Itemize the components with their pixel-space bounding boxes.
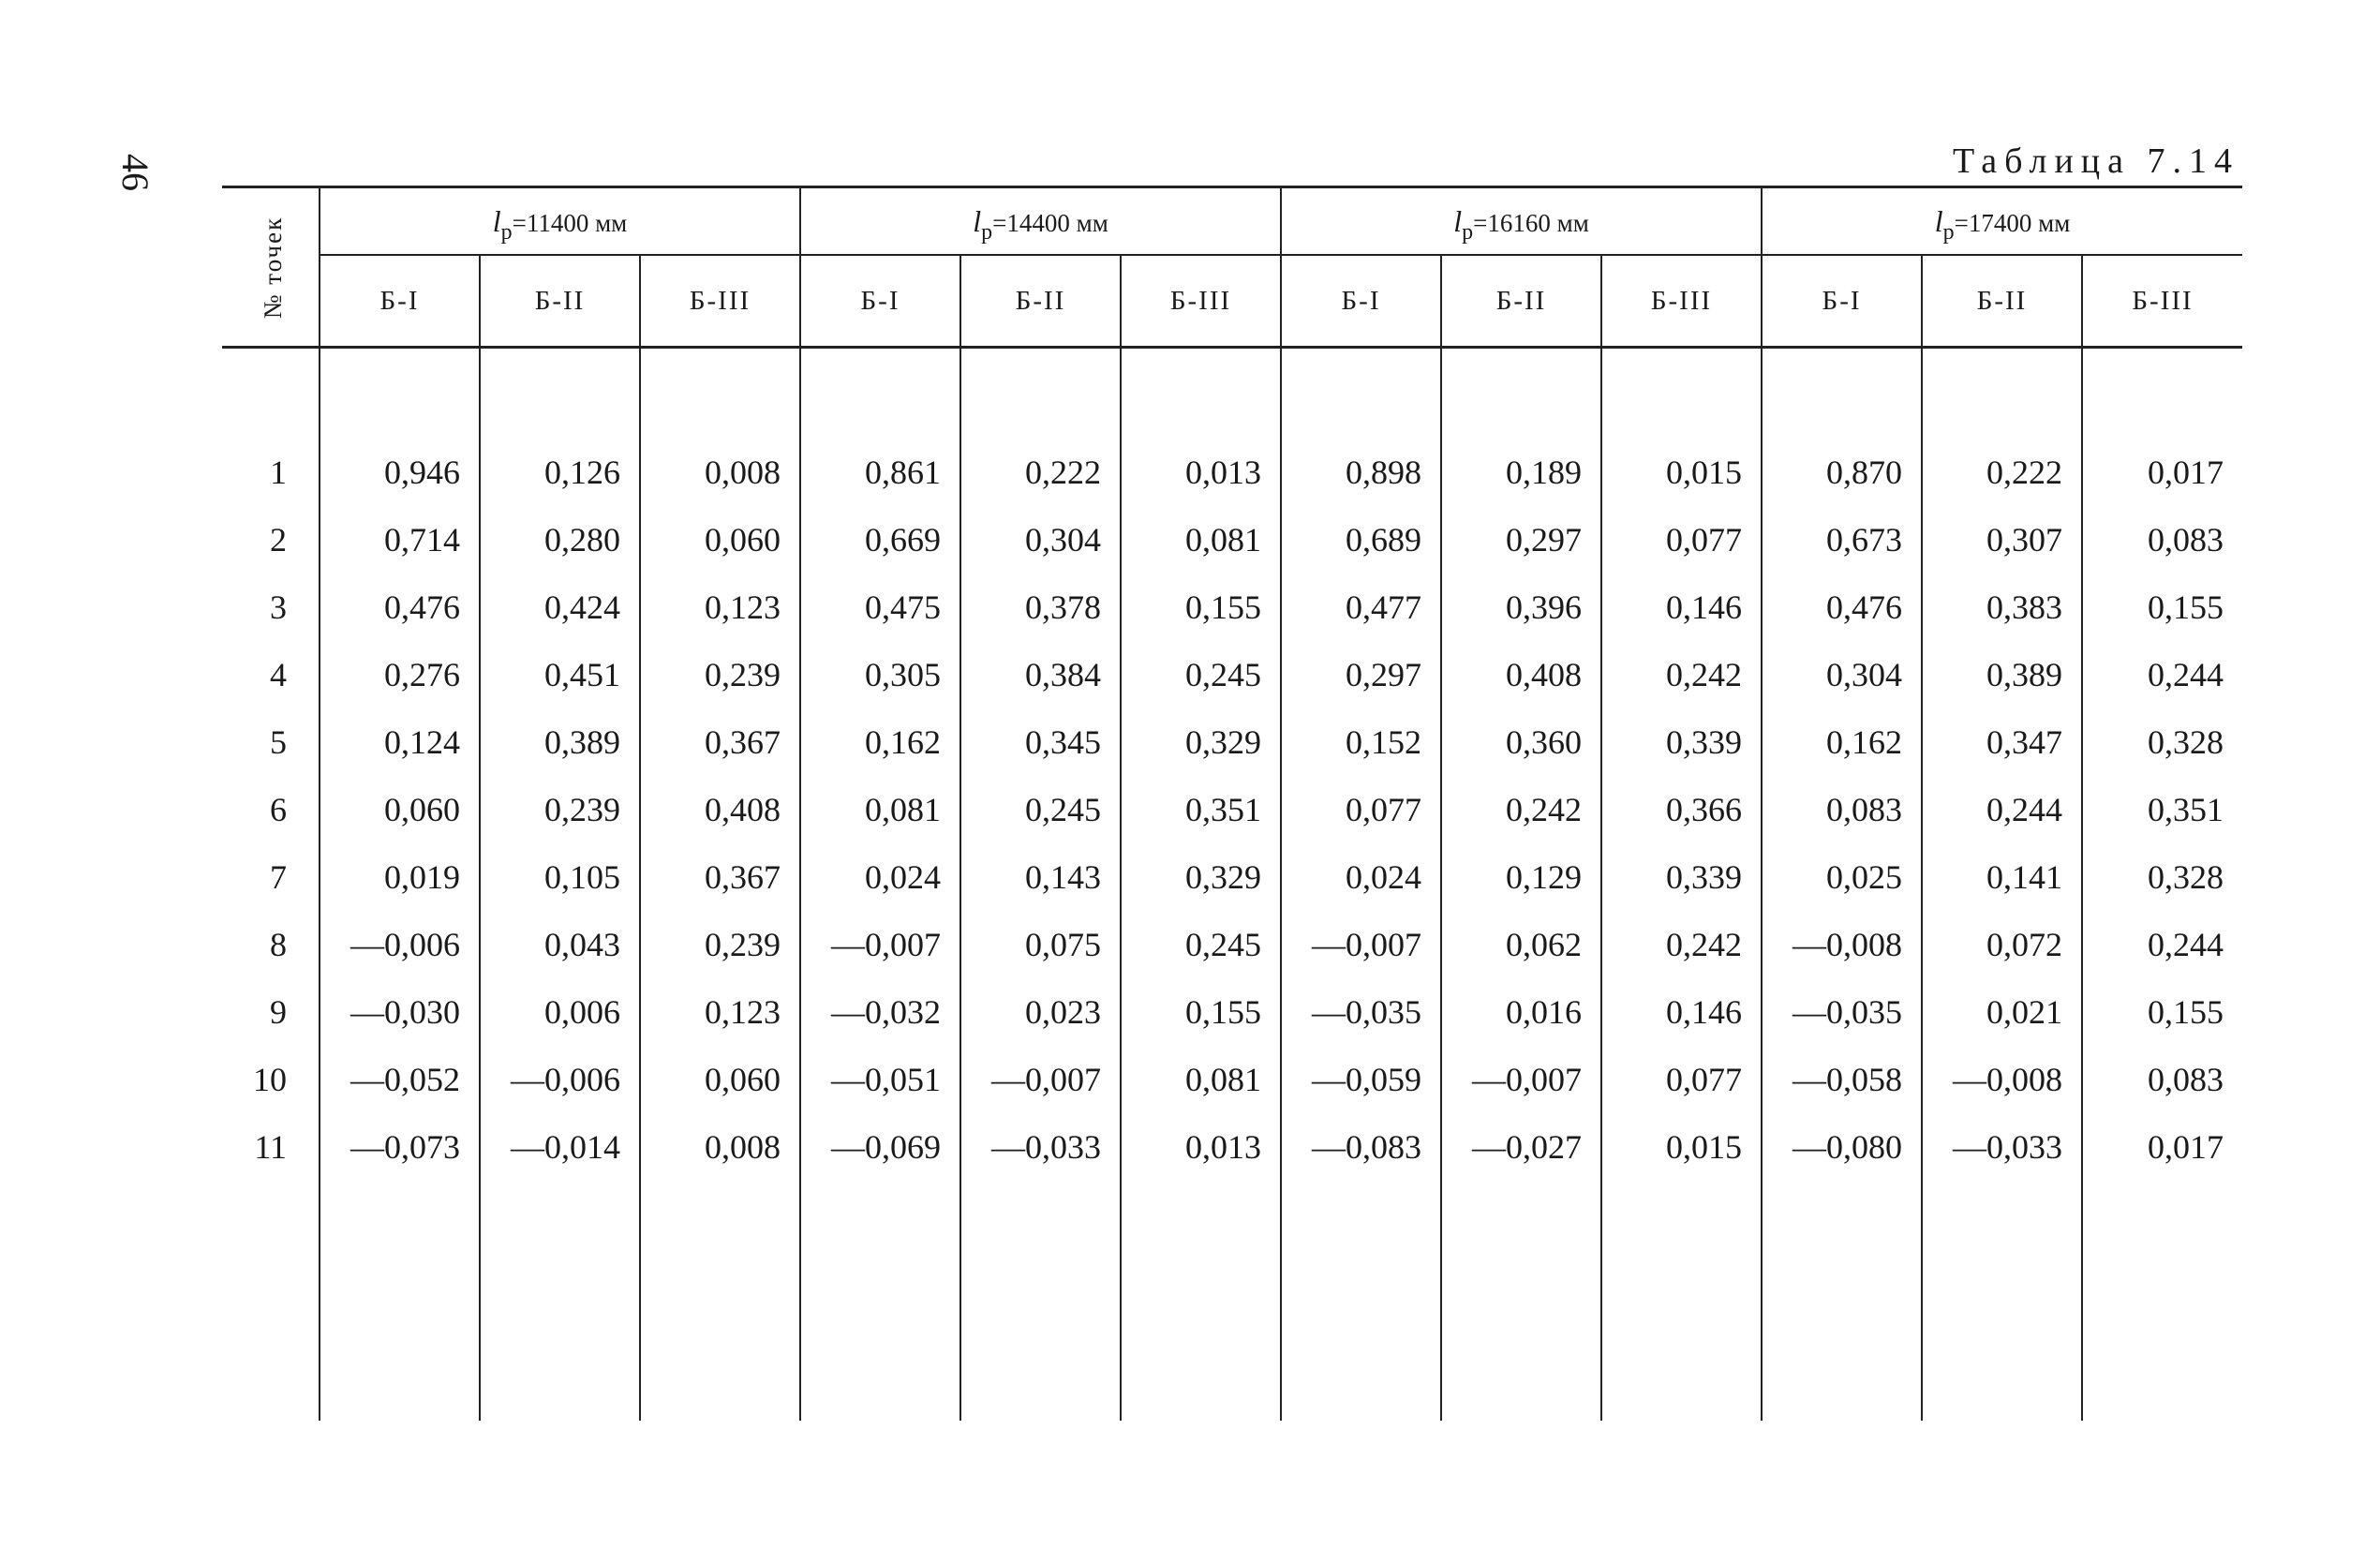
table-cell: 0,898 [1281, 439, 1441, 506]
table-cell: 0,366 [1601, 776, 1762, 843]
group-label: =17400 мм [1954, 208, 2071, 237]
table-cell: 0,016 [1441, 978, 1601, 1046]
table-cell: 0,025 [1762, 843, 1922, 911]
point-number: 4 [222, 641, 320, 708]
table-row [222, 1046, 2242, 1113]
table-cell: 0,297 [1441, 506, 1601, 573]
table-cell: 0,384 [960, 641, 1121, 708]
table-cell: —0,007 [960, 1046, 1121, 1113]
table-cell: 0,060 [640, 506, 800, 573]
table-cell: 0,946 [320, 439, 480, 506]
table-cell: 0,244 [2148, 656, 2224, 693]
table-cell: 0,360 [1441, 708, 1601, 776]
table-cell: 0,408 [640, 776, 800, 843]
table-cell: 0,673 [1762, 506, 1922, 573]
table-cell: —0,033 [1922, 1113, 2082, 1181]
table-cell: 0,307 [1922, 506, 2082, 573]
table-cell: 0,155 [2148, 993, 2224, 1031]
table-row [222, 776, 2242, 843]
table-row [222, 978, 2242, 1046]
lp-symbol: l [1934, 203, 1943, 238]
column-header: Б-I [800, 255, 960, 348]
point-number: 10 [222, 1046, 320, 1113]
table-cell: 0,475 [800, 573, 960, 641]
table-cell: 0,242 [1441, 776, 1601, 843]
point-number-header-label: № точек [259, 216, 288, 319]
table-cell: —0,035 [1281, 978, 1441, 1046]
table-cell: 0,162 [1762, 708, 1922, 776]
table-cell: —0,006 [320, 911, 480, 978]
table-cell: 0,861 [800, 439, 960, 506]
table-cell: 0,239 [640, 911, 800, 978]
table-cell: 0,389 [1922, 641, 2082, 708]
point-number: 1 [222, 439, 320, 506]
group-header-row [222, 187, 2242, 256]
point-number-header [222, 187, 320, 348]
table-cell: 0,245 [1121, 911, 1281, 978]
table-cell: 0,152 [1281, 708, 1441, 776]
table-cell: 0,339 [1601, 843, 1762, 911]
table-cell: 0,396 [1441, 573, 1601, 641]
table-cell: 0,024 [1281, 843, 1441, 911]
table-cell: 0,276 [320, 641, 480, 708]
table-cell: 0,689 [1281, 506, 1441, 573]
table-cell: 0,408 [1441, 641, 1601, 708]
table-cell: 0,155 [1121, 573, 1281, 641]
table-cell: 0,060 [640, 1046, 800, 1113]
point-number: 7 [222, 843, 320, 911]
table-cell: 0,083 [2148, 521, 2224, 559]
table-cell: 0,081 [1121, 506, 1281, 573]
table-cell: 0,013 [1121, 1113, 1281, 1181]
data-table [222, 186, 2242, 1421]
lp-symbol: l [492, 203, 501, 238]
table-row [222, 843, 2242, 911]
table-cell: 0,077 [1601, 1046, 1762, 1113]
table-cell: —0,007 [1441, 1046, 1601, 1113]
lp-subscript: р [1942, 219, 1955, 245]
table-cell: 0,017 [2148, 454, 2224, 491]
table-cell: 0,329 [1121, 708, 1281, 776]
table-cell: 0,043 [480, 911, 640, 978]
table-cell: 0,021 [1922, 978, 2082, 1046]
table-row [222, 911, 2242, 978]
column-header: Б-I [1762, 255, 1922, 348]
table-cell: 0,870 [1762, 439, 1922, 506]
table-cell: 0,019 [320, 843, 480, 911]
table-cell: 0,146 [1601, 573, 1762, 641]
table-cell: 0,222 [1922, 439, 2082, 506]
table-cell: 0,060 [320, 776, 480, 843]
table-cell: 0,143 [960, 843, 1121, 911]
lp-subscript: р [1462, 219, 1474, 245]
table-cell: 0,006 [480, 978, 640, 1046]
table-cell: 0,345 [960, 708, 1121, 776]
group-header-4 [1762, 187, 2242, 256]
table-cell: 0,129 [1441, 843, 1601, 911]
table-cell: 0,126 [480, 439, 640, 506]
table-body [222, 348, 2242, 1422]
column-header: Б-III [1121, 255, 1281, 348]
table-cell: 0,351 [2148, 791, 2224, 828]
table-cell: 0,123 [640, 573, 800, 641]
table-cell: 0,015 [1601, 1113, 1762, 1181]
lp-symbol: l [1453, 203, 1463, 238]
table-cell: 0,339 [1601, 708, 1762, 776]
table-cell: 0,083 [1762, 776, 1922, 843]
table-cell: 0,239 [640, 641, 800, 708]
column-header: Б-III [2082, 255, 2242, 348]
point-number: 2 [222, 506, 320, 573]
table-cell: 0,477 [1281, 573, 1441, 641]
column-header: Б-II [1922, 255, 2082, 348]
table-cell: 0,714 [320, 506, 480, 573]
table-cell: 0,077 [1281, 776, 1441, 843]
table-cell: 0,476 [1762, 573, 1922, 641]
table-cell: —0,058 [1762, 1046, 1922, 1113]
group-header-3 [1281, 187, 1762, 256]
table-cell: 0,244 [1922, 776, 2082, 843]
table-cell: 0,328 [2148, 723, 2224, 761]
table-cell: 0,351 [1121, 776, 1281, 843]
column-header: Б-II [1441, 255, 1601, 348]
point-number: 8 [222, 911, 320, 978]
table-cell: 0,023 [960, 978, 1121, 1046]
table-cell: —0,052 [320, 1046, 480, 1113]
point-number: 6 [222, 776, 320, 843]
table-cell: 0,245 [1121, 641, 1281, 708]
table-cell: 0,081 [800, 776, 960, 843]
table-container [222, 186, 2224, 1413]
table-cell: 0,124 [320, 708, 480, 776]
table-cell: —0,051 [800, 1046, 960, 1113]
table-cell: —0,014 [480, 1113, 640, 1181]
table-cell: 0,305 [800, 641, 960, 708]
table-cell: 0,155 [1121, 978, 1281, 1046]
point-number: 3 [222, 573, 320, 641]
table-cell: 0,242 [1601, 911, 1762, 978]
table-cell: —0,007 [1281, 911, 1441, 978]
table-cell: —0,059 [1281, 1046, 1441, 1113]
table-cell: —0,006 [480, 1046, 640, 1113]
table-row [222, 641, 2242, 708]
table-cell: —0,032 [800, 978, 960, 1046]
column-header: Б-II [960, 255, 1121, 348]
table-row [222, 506, 2242, 573]
point-number: 9 [222, 978, 320, 1046]
point-number: 5 [222, 708, 320, 776]
table-cell: 0,304 [1762, 641, 1922, 708]
page-number: 46 [114, 154, 156, 191]
table-row [222, 573, 2242, 641]
table-cell: 0,162 [800, 708, 960, 776]
table-cell: 0,378 [960, 573, 1121, 641]
table-cell: 0,146 [1601, 978, 1762, 1046]
table-cell: —0,080 [1762, 1113, 1922, 1181]
table-row [222, 439, 2242, 506]
table-cell: 0,669 [800, 506, 960, 573]
table-cell: —0,008 [1922, 1046, 2082, 1113]
group-label: =14400 мм [992, 208, 1108, 237]
table-cell: —0,035 [1762, 978, 1922, 1046]
table-cell: 0,123 [640, 978, 800, 1046]
lp-subscript: р [500, 219, 513, 245]
table-cell: 0,383 [1922, 573, 2082, 641]
table-cell: 0,297 [1281, 641, 1441, 708]
column-header: Б-I [320, 255, 480, 348]
table-cell: 0,328 [2148, 858, 2224, 896]
table-cell: 0,062 [1441, 911, 1601, 978]
table-cell: 0,222 [960, 439, 1121, 506]
table-cell: 0,424 [480, 573, 640, 641]
table-cell: 0,075 [960, 911, 1121, 978]
column-header: Б-I [1281, 255, 1441, 348]
table-cell: 0,304 [960, 506, 1121, 573]
table-cell: 0,024 [800, 843, 960, 911]
table-cell: —0,069 [800, 1113, 960, 1181]
table-cell: 0,245 [960, 776, 1121, 843]
table-cell: 0,105 [480, 843, 640, 911]
table-cell: 0,008 [640, 439, 800, 506]
table-cell: 0,329 [1121, 843, 1281, 911]
table-cell: 0,015 [1601, 439, 1762, 506]
table-cell: 0,242 [1601, 641, 1762, 708]
column-header: Б-III [640, 255, 800, 348]
table-cell: 0,367 [640, 708, 800, 776]
group-label: =11400 мм [512, 208, 628, 237]
table-row [222, 1113, 2242, 1181]
group-label: =16160 мм [1473, 208, 1589, 237]
table-cell: —0,007 [800, 911, 960, 978]
column-header: Б-III [1601, 255, 1762, 348]
table-cell: 0,072 [1922, 911, 2082, 978]
point-number: 11 [222, 1113, 320, 1181]
table-cell: 0,083 [2148, 1061, 2224, 1098]
table-cell: —0,027 [1441, 1113, 1601, 1181]
table-cell: 0,008 [640, 1113, 800, 1181]
table-cell: 0,141 [1922, 843, 2082, 911]
table-cell: 0,081 [1121, 1046, 1281, 1113]
table-cell: 0,367 [640, 843, 800, 911]
table-cell: 0,451 [480, 641, 640, 708]
table-cell: —0,008 [1762, 911, 1922, 978]
spacer-row [222, 1181, 2242, 1421]
table-title: Таблица 7.14 [1952, 141, 2239, 181]
group-header-2 [800, 187, 1281, 256]
table-cell: 0,280 [480, 506, 640, 573]
table-cell: 0,244 [2148, 926, 2224, 963]
table-cell: —0,033 [960, 1113, 1121, 1181]
table-cell: —0,083 [1281, 1113, 1441, 1181]
table-cell: 0,017 [2148, 1128, 2224, 1166]
lp-symbol: l [973, 203, 982, 238]
sub-header-row [222, 255, 2242, 348]
group-header-1 [320, 187, 800, 256]
table-cell: 0,013 [1121, 439, 1281, 506]
column-header: Б-II [480, 255, 640, 348]
spacer-row [222, 348, 2242, 439]
table-cell: 0,389 [480, 708, 640, 776]
table-cell: 0,155 [2148, 588, 2224, 626]
table-cell: 0,077 [1601, 506, 1762, 573]
table-cell: 0,347 [1922, 708, 2082, 776]
table-cell: 0,476 [320, 573, 480, 641]
table-cell: 0,189 [1441, 439, 1601, 506]
lp-subscript: р [981, 219, 993, 245]
table-cell: —0,030 [320, 978, 480, 1046]
table-cell: —0,073 [320, 1113, 480, 1181]
table-row [222, 708, 2242, 776]
table-cell: 0,239 [480, 776, 640, 843]
